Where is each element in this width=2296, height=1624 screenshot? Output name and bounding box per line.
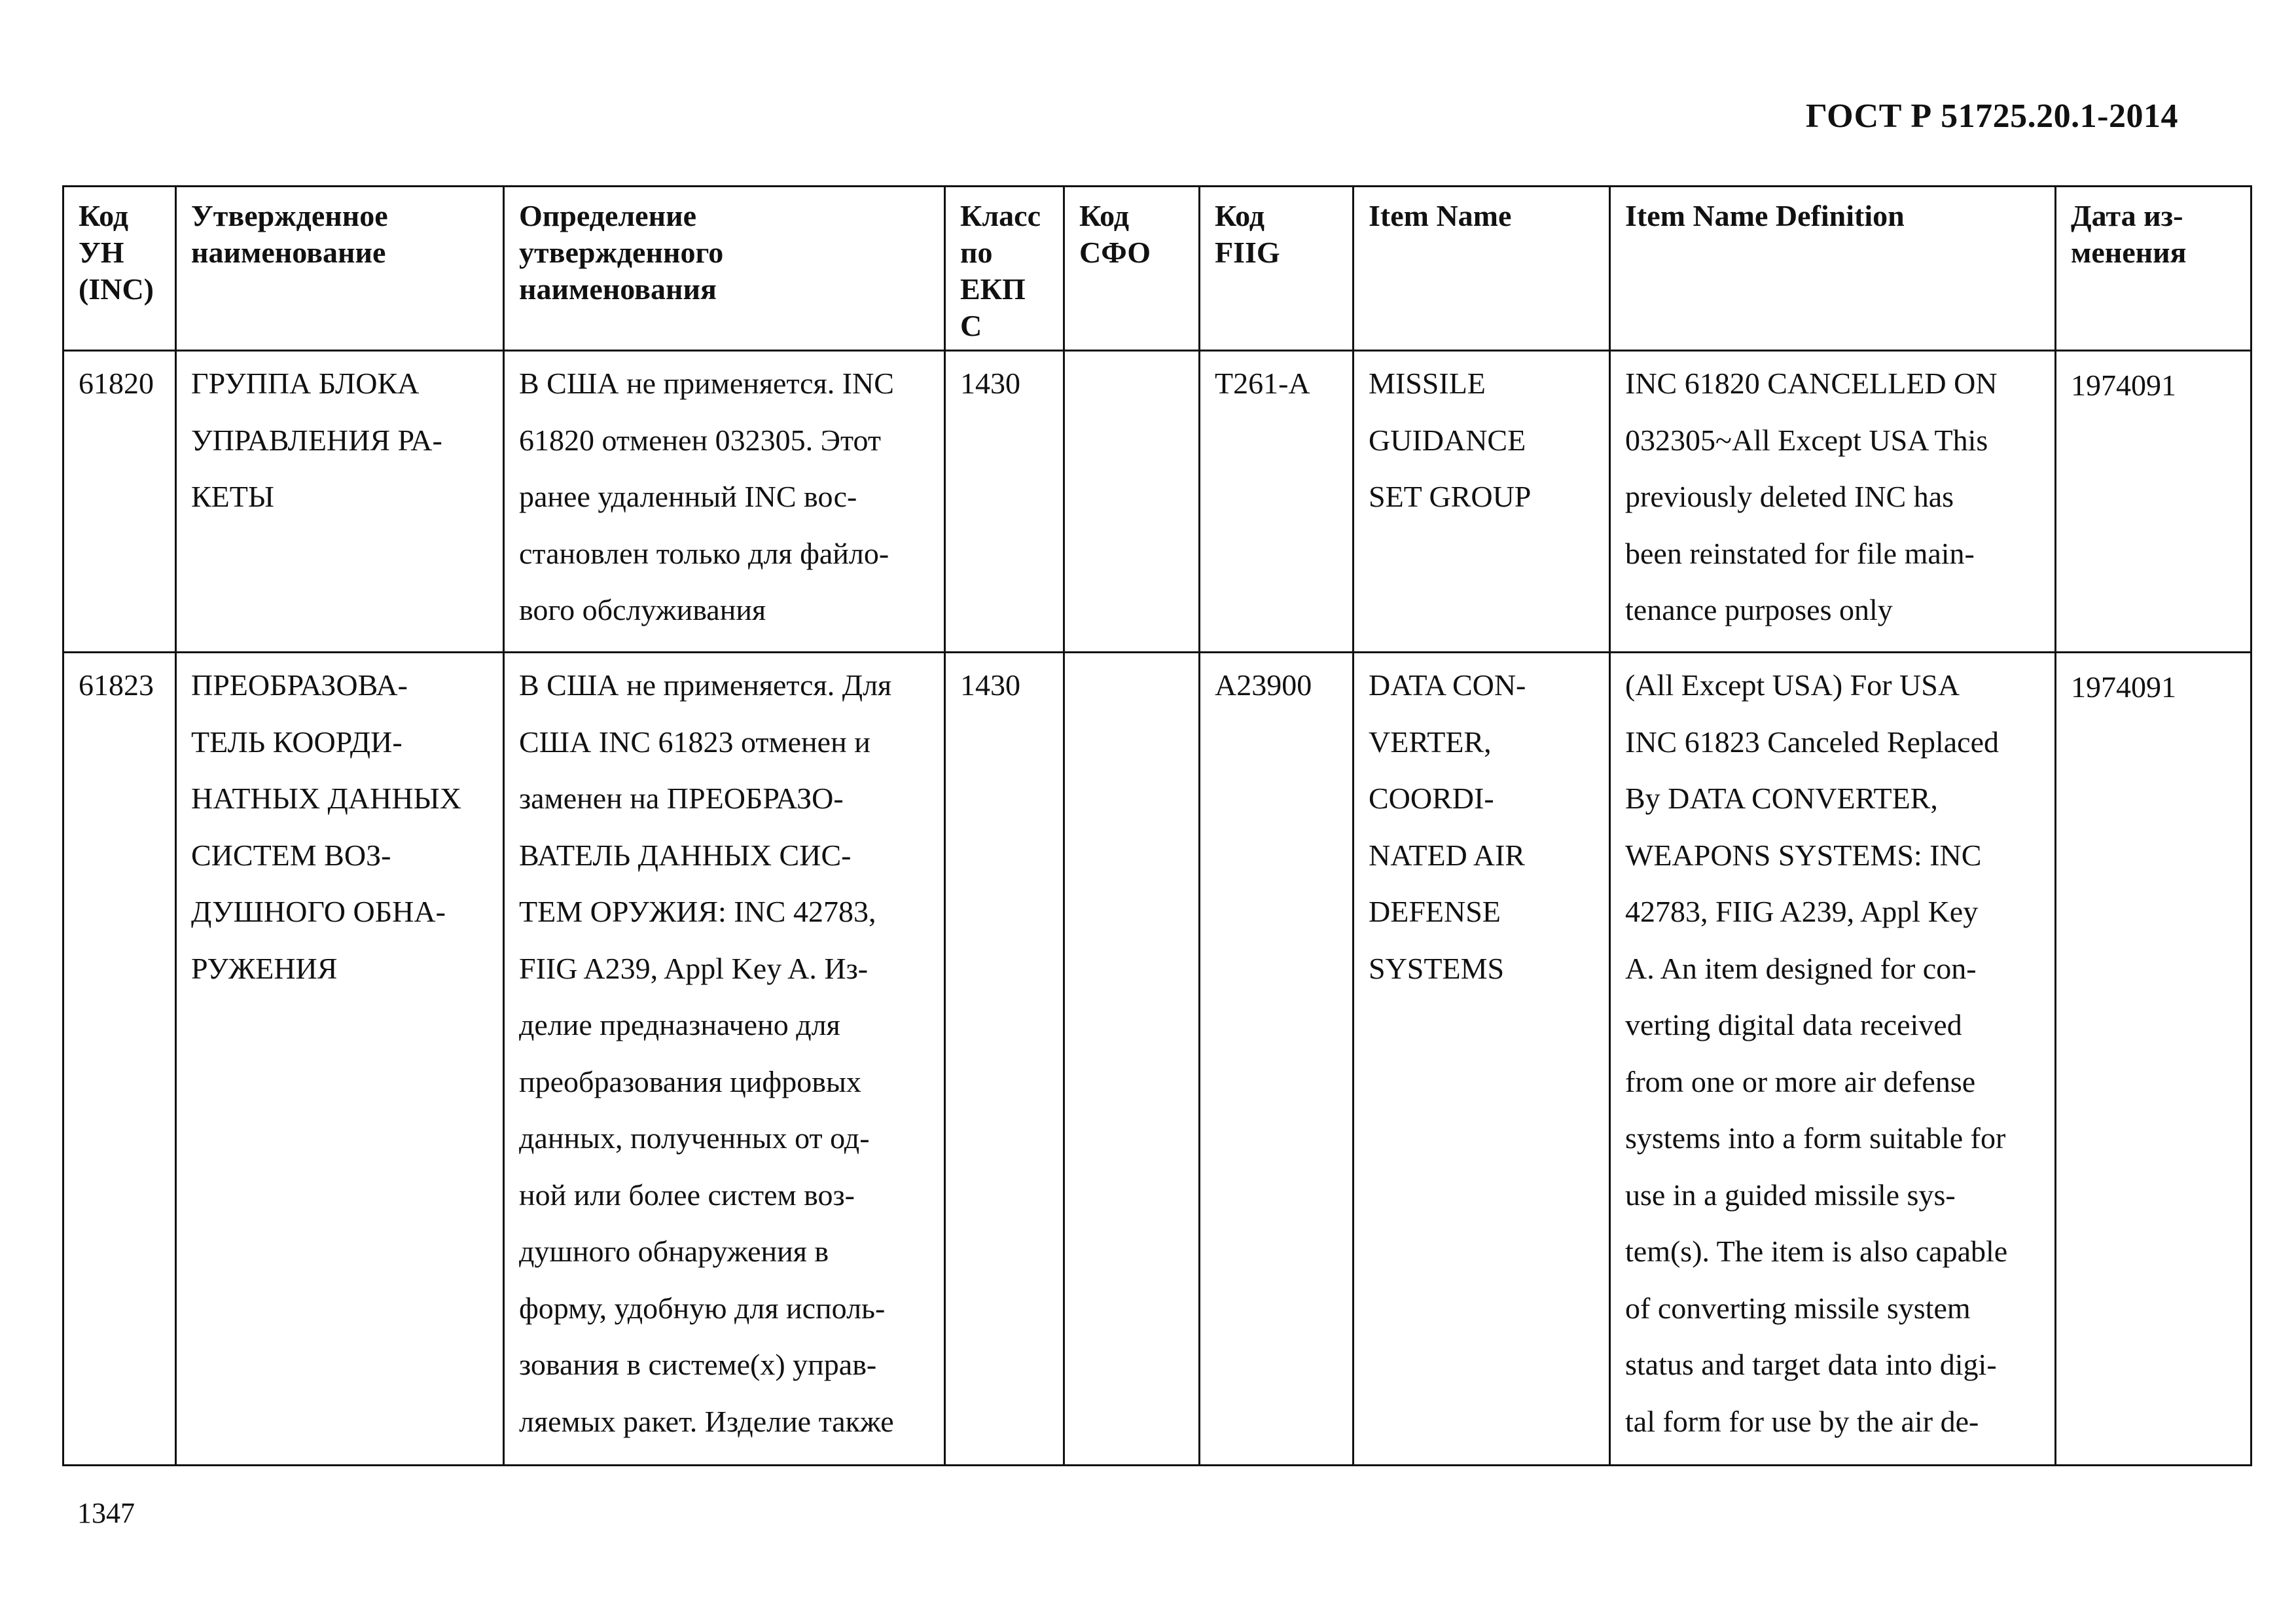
col-header-item-name: Item Name [1354,187,1610,351]
col-header-class: Класс по ЕКП С [945,187,1064,351]
cell-item-name: DATA CON- VERTER, COORDI- NATED AIR DEFENSE SYSTEMS [1354,653,1610,1466]
col-header-change-date: Дата из- менения [2056,187,2251,351]
cell-sfo [1064,351,1200,653]
cell-change-date: 1974091 [2056,653,2251,1466]
table-header-row [63,187,2251,351]
document-code: ГОСТ Р 51725.20.1-2014 [1805,98,2178,135]
cell-fiig: A23900 [1200,653,1354,1466]
classification-table [62,185,2252,1466]
cell-definition: В США не применяется. Для США INC 61823 отменен и заменен на ПРЕОБРАЗО- ВАТЕЛЬ ДАННЫХ СИС- ТЕМ ОРУЖИЯ: INC 42783, FIIG A239, Appl Key A. Из- делие предназначено для преобразования цифровых данных, полученных от од- ной или более систем воз- душного обнаружения в форму, удобную для исполь- зования в системе(х) управ- ляемых ракет. Изделие также [504,653,945,1466]
col-header-fiig: Код FIIG [1200,187,1354,351]
table-row [63,653,2251,1466]
col-header-item-definition: Item Name Definition [1610,187,2056,351]
cell-change-date: 1974091 [2056,351,2251,653]
cell-sfo [1064,653,1200,1466]
col-header-inc: Код УН (INC) [63,187,176,351]
col-header-sfo: Код СФО [1064,187,1200,351]
cell-class: 1430 [945,351,1064,653]
cell-definition: В США не применяется. INC 61820 отменен 032305. Этот ранее удаленный INC вос- становлен только для файло- вого обслуживания [504,351,945,653]
cell-approved-name: ПРЕОБРАЗОВА- ТЕЛЬ КООРДИ- НАТНЫХ ДАННЫХ СИСТЕМ ВОЗ- ДУШНОГО ОБНА- РУЖЕНИЯ [176,653,504,1466]
cell-class: 1430 [945,653,1064,1466]
col-header-approved-name: Утвержденное наименование [176,187,504,351]
cell-fiig: T261-A [1200,351,1354,653]
cell-item-name: MISSILE GUIDANCE SET GROUP [1354,351,1610,653]
cell-item-definition: INC 61820 CANCELLED ON 032305~All Except USA This previously deleted INC has been reinstated for file main- tenance purposes only [1610,351,2056,653]
cell-item-definition: (All Except USA) For USA INC 61823 Canceled Replaced By DATA CONVERTER, WEAPONS SYSTEMS: INC 42783, FIIG A239, Appl Key A. An item designed for con- verting digital data received from one or more air defense systems into a form suitable for use in a guided missile sys- tem(s). The item is also capable of converting missile system status and target data into digi- tal form for use by the air de- [1610,653,2056,1466]
cell-approved-name: ГРУППА БЛОКА УПРАВЛЕНИЯ РА- КЕТЫ [176,351,504,653]
page-number: 1347 [77,1497,135,1529]
cell-inc: 61823 [63,653,176,1466]
col-header-definition: Определение утвержденного наименования [504,187,945,351]
cell-inc: 61820 [63,351,176,653]
table-row [63,351,2251,653]
